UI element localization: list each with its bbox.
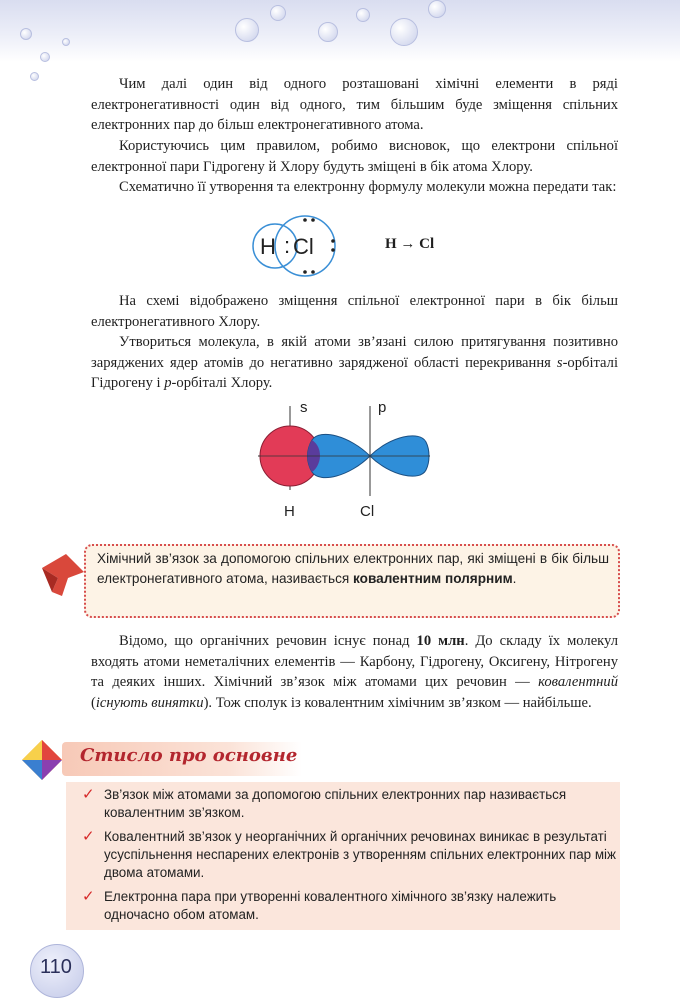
decorative-bubble [428,0,446,18]
h-atom-label: H [284,503,295,520]
summary-item [82,888,620,924]
paragraph-electronegativity-rule: Чим далі один від одного розташовані хімічні елементи в ряді електронегативності один від одного, тим більшим буде зміщення спільних електронних пар до більш електронегативного атома. [91,76,618,133]
decorative-bubble [318,22,338,42]
text-run: Утвориться молекула, в якій атоми зв’язані силою притягування позитивно заряджених ядер атомів до негативно зарядженої області перекривання [91,334,618,371]
checkmark-icon: ✓ [82,888,95,905]
electron-dot [331,248,335,252]
text-run: -орбіталі Гідрогену і [91,354,618,391]
paragraph-organic-substances [91,631,618,713]
arrow-marker-icon [38,548,86,600]
paragraph-conclusion: Користуючись цим правилом, робимо висновок, що електрони спільної електронної пари Гідрогену й Хлору будуть зміщені в бік атома Хлору. [91,138,618,175]
electron-dot [331,239,335,243]
decorative-header-band [0,0,680,62]
decorative-bubble [390,18,418,46]
definition-term: ковалентним полярним [353,571,513,586]
lewis-structure-hcl [245,214,355,278]
definition-text [97,549,609,589]
text-run: . До складу їх молекул входять атоми неметалічних елементів — Карбону, Гідрогену, Оксигену, Нітрогену та деяких інших. Хімічний зв’язок між атомами цих речовин — [91,633,618,690]
decorative-bubble [40,52,50,62]
paragraph-molecule-formation [91,332,618,394]
lewis-cl-symbol: Cl [293,234,314,259]
p-orbital-label: p [378,399,387,416]
decorative-bubble [270,5,286,21]
bold-count: 10 млн [416,633,465,649]
summary-item-text: Електронна пара при утворенні ковалентного хімічного зв’язку належить одночасно обом атомам. [104,889,557,922]
text-run: . [512,571,517,586]
summary-title: Стисло про основне [80,745,298,766]
text-run: ). Тож сполук із ковалентним хімічним зв’язком — найбільше. [203,694,592,711]
summary-item-text: Зв’язок між атомами за допомогою спільних електронних пар називається ковалентним зв’язком. [104,787,567,820]
italic-term: ковалентний [538,674,618,690]
electronic-formula: H → Cl [385,236,435,252]
orbital-s-italic: s [556,354,563,371]
cl-atom-label: Cl [360,503,375,520]
summary-item-text: Ковалентний зв’язок у неорганічних й органічних речовинах виникає в результаті усуспільнення неспарених електронів з утворенням спільних електронних пар між двома атомами. [104,829,616,880]
summary-item [82,828,620,882]
electron-dot [303,218,307,222]
summary-diamond-icon [20,738,64,782]
text-run: Відомо, що органічних речовин існує понад [119,633,417,649]
page-number: 110 [40,956,72,978]
electron-dot [303,270,307,274]
s-orbital-label: s [300,399,308,416]
orbital-p-italic: p [164,375,172,391]
electron-dot [311,270,315,274]
orbital-overlap-diagram [250,398,430,524]
lewis-shared-pair: : [284,233,291,258]
decorative-bubble [356,8,370,22]
lewis-h-symbol: H [260,234,276,259]
decorative-bubble [62,38,70,46]
text-run: ( [91,694,96,711]
summary-list [82,786,620,930]
paragraph-schematic-intro: Схематично її утворення та електронну формулу молекули можна передати так: [119,179,617,195]
decorative-bubble [20,28,32,40]
checkmark-icon: ✓ [82,786,95,803]
text-run: Хімічний зв’язок за допомогою спільних електронних пар, які зміщені в бік більш електронегативного атома, називається [97,551,609,586]
electron-dot [311,218,315,222]
checkmark-icon: ✓ [82,828,95,845]
text-run: -орбіталі Хлору. [171,375,273,391]
paragraph-scheme-explanation: На схемі відображено зміщення спільної електронної пари в бік більш електронегативного Хлору. [91,293,618,330]
decorative-bubble [30,72,39,81]
summary-item [82,786,620,822]
decorative-bubble [235,18,259,42]
italic-exceptions: існують винятки [95,694,204,711]
